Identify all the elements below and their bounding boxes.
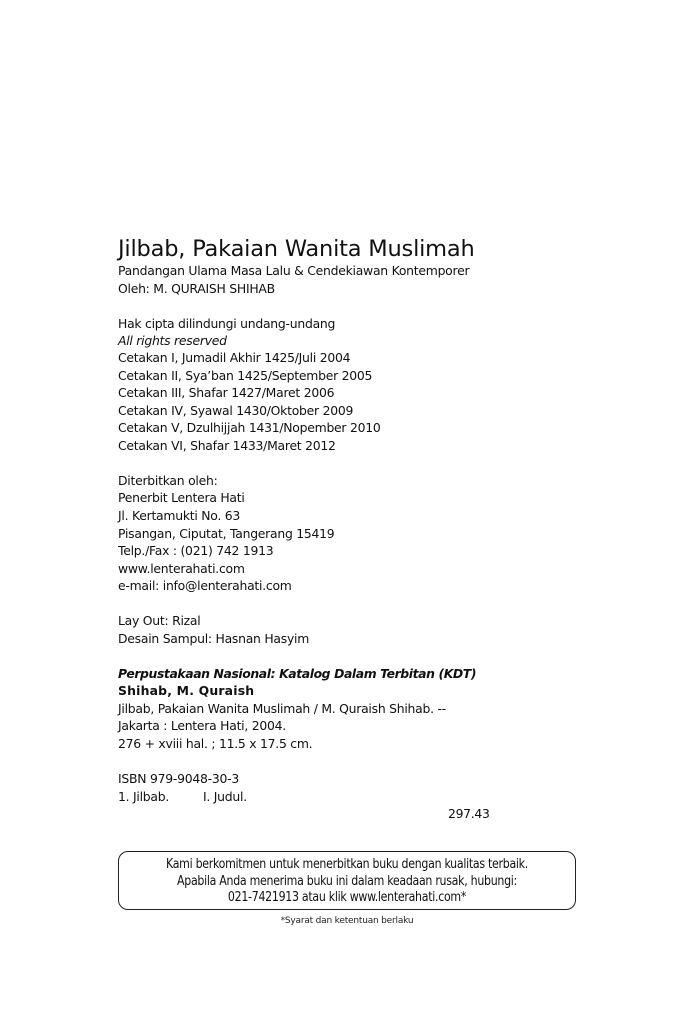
rights-reserved: All rights reserved <box>118 333 227 348</box>
book-title: Jilbab, Pakaian Wanita Muslimah <box>118 236 475 262</box>
catalog-subject-1: 1. Jilbab. <box>118 789 170 804</box>
book-author: Oleh: M. QURAISH SHIHAB <box>118 281 275 296</box>
book-subtitle: Pandangan Ulama Masa Lalu & Cendekiawan Kontemporer <box>118 263 470 278</box>
notice-line-2: Apabila Anda menerima buku ini dalam keadaan rusak, hubungi: <box>177 873 517 889</box>
catalog-title-line: Jilbab, Pakaian Wanita Muslimah / M. Quraish Shihab. -- <box>118 701 446 716</box>
catalog-subject-2: I. Judul. <box>203 789 247 804</box>
catalog-class-number: 297.43 <box>448 806 490 821</box>
publisher-heading: Diterbitkan oleh: <box>118 473 218 488</box>
printing-line: Cetakan I, Jumadil Akhir 1425/Juli 2004 <box>118 350 351 365</box>
publisher-name: Penerbit Lentera Hati <box>118 490 245 505</box>
quality-notice-box <box>118 851 576 910</box>
publisher-phone: Telp./Fax : (021) 742 1913 <box>118 543 274 558</box>
publisher-website: www.lenterahati.com <box>118 561 245 576</box>
printing-line: Cetakan II, Sya’ban 1425/September 2005 <box>118 368 373 383</box>
layout-credit: Lay Out: Rizal <box>118 613 201 628</box>
catalog-isbn: ISBN 979-9048-30-3 <box>118 771 239 786</box>
printing-line: Cetakan III, Shafar 1427/Maret 2006 <box>118 385 335 400</box>
cover-credit: Desain Sampul: Hasnan Hasyim <box>118 631 310 646</box>
publisher-street: Jl. Kertamukti No. 63 <box>118 508 241 523</box>
printing-line: Cetakan V, Dzulhijjah 1431/Nopember 2010 <box>118 420 381 435</box>
publisher-email: e-mail: info@lenterahati.com <box>118 578 292 593</box>
catalog-main-entry: Shihab, M. Quraish <box>118 683 255 698</box>
copyright-statement: Hak cipta dilindungi undang-undang <box>118 316 336 331</box>
notice-line-3: 021-7421913 atau klik www.lenterahati.com* <box>227 890 467 905</box>
catalog-physical: 276 + xviii hal. ; 11.5 x 17.5 cm. <box>118 736 313 751</box>
notice-footnote: *Syarat dan ketentuan berlaku <box>280 916 414 926</box>
notice-line-1: Kami berkomitmen untuk menerbitkan buku dengan kualitas terbaik. <box>166 857 528 872</box>
publisher-city: Pisangan, Ciputat, Tangerang 15419 <box>118 526 335 541</box>
printing-line: Cetakan IV, Syawal 1430/Oktober 2009 <box>118 403 354 418</box>
printing-line: Cetakan VI, Shafar 1433/Maret 2012 <box>118 438 336 453</box>
catalog-heading: Perpustakaan Nasional: Katalog Dalam Terbitan (KDT) <box>118 666 477 681</box>
catalog-imprint: Jakarta : Lentera Hati, 2004. <box>118 718 286 733</box>
